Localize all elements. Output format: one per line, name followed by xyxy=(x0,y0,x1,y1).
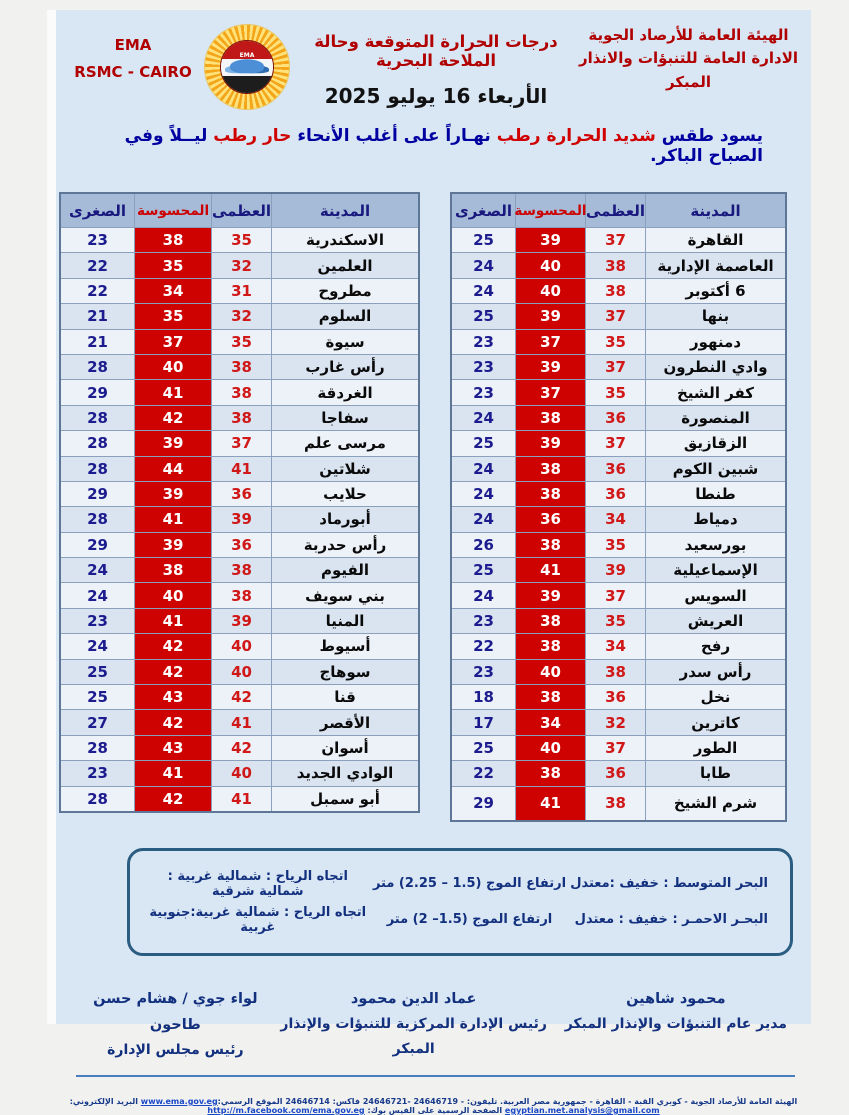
min-cell: 24 xyxy=(452,506,515,531)
max-cell: 36 xyxy=(585,481,645,506)
feels-cell: 34 xyxy=(515,709,585,734)
city-cell: الطور xyxy=(645,735,785,760)
city-cell: رأس سدر xyxy=(645,659,785,684)
max-header: العظمى xyxy=(211,194,271,227)
feels-cell: 38 xyxy=(515,456,585,481)
min-cell: 23 xyxy=(452,379,515,404)
table-row xyxy=(452,430,785,455)
min-cell: 24 xyxy=(61,557,134,582)
max-cell: 38 xyxy=(585,786,645,820)
max-cell: 36 xyxy=(211,481,271,506)
weather-summary xyxy=(56,110,811,166)
table-row xyxy=(452,557,785,582)
min-cell: 23 xyxy=(61,608,134,633)
city-cell: شلاتين xyxy=(271,456,418,481)
max-cell: 39 xyxy=(585,557,645,582)
max-cell: 37 xyxy=(585,354,645,379)
feels-cell: 39 xyxy=(515,303,585,328)
city-cell: القاهرة xyxy=(645,227,785,252)
min-cell: 22 xyxy=(61,278,134,303)
feels-cell: 38 xyxy=(134,557,211,582)
table-body xyxy=(61,227,418,811)
agency-en-line1: EMA xyxy=(114,36,152,54)
signatory-title: مدير عام التنبؤات والإنذار المبكر xyxy=(564,1015,787,1032)
city-cell: العاصمة الإدارية xyxy=(645,252,785,277)
feels-cell: 38 xyxy=(515,633,585,658)
min-cell: 24 xyxy=(61,582,134,607)
max-cell: 37 xyxy=(585,227,645,252)
city-header: المدينة xyxy=(645,194,785,227)
table-row xyxy=(452,659,785,684)
table-row xyxy=(452,303,785,328)
wind-direction-label: اتجاه الرياح : شمالية غربية:جنوبية غربية xyxy=(149,904,367,935)
table-row xyxy=(61,329,418,354)
min-cell: 29 xyxy=(61,379,134,404)
city-cell: الفيوم xyxy=(271,557,418,582)
city-cell: رأس غارب xyxy=(271,354,418,379)
table-row xyxy=(61,405,418,430)
min-cell: 28 xyxy=(61,735,134,760)
min-header: الصغرى xyxy=(68,201,127,220)
text-segment: حار رطب xyxy=(207,126,292,146)
red-sea-row xyxy=(144,905,776,935)
sea-state-label: البحر المتوسط : خفيف :معتدل xyxy=(570,876,768,892)
table-row xyxy=(452,582,785,607)
feels-cell: 38 xyxy=(515,760,585,785)
text-segment: يسود طقس xyxy=(655,126,763,146)
temperature-table-left xyxy=(59,192,420,813)
min-cell: 24 xyxy=(452,582,515,607)
feels-cell: 35 xyxy=(134,303,211,328)
feels-cell: 44 xyxy=(134,456,211,481)
min-cell: 29 xyxy=(61,481,134,506)
city-cell: المنيا xyxy=(271,608,418,633)
table-row xyxy=(61,684,418,709)
max-cell: 34 xyxy=(585,633,645,658)
min-cell: 24 xyxy=(61,633,134,658)
feels-cell: 40 xyxy=(515,735,585,760)
table-row xyxy=(452,735,785,760)
flag-red-band: EMA xyxy=(221,41,273,59)
feels-cell: 41 xyxy=(515,786,585,820)
max-cell: 34 xyxy=(585,506,645,531)
city-cell: الإسماعيلية xyxy=(645,557,785,582)
min-cell: 25 xyxy=(61,684,134,709)
table-row xyxy=(61,278,418,303)
min-cell: 28 xyxy=(61,456,134,481)
agency-en-line2: RSMC - CAIRO xyxy=(74,63,192,81)
text-segment: الصفحة الرسمية على الفيس بوك: xyxy=(364,1105,505,1115)
feels-cell: 39 xyxy=(134,532,211,557)
feels-cell: 39 xyxy=(134,430,211,455)
min-cell: 18 xyxy=(452,684,515,709)
max-cell: 40 xyxy=(211,633,271,658)
feels-cell: 40 xyxy=(515,278,585,303)
max-cell: 40 xyxy=(211,760,271,785)
table-row xyxy=(61,227,418,252)
feels-cell: 38 xyxy=(515,481,585,506)
max-cell: 35 xyxy=(211,227,271,252)
min-cell: 29 xyxy=(61,532,134,557)
max-cell: 37 xyxy=(585,303,645,328)
table-row xyxy=(452,709,785,734)
city-cell: أبو سمبل xyxy=(271,786,418,811)
signature-board-chairman xyxy=(80,986,271,1063)
min-cell: 24 xyxy=(452,456,515,481)
table-row xyxy=(61,786,418,811)
max-cell: 37 xyxy=(585,582,645,607)
max-cell: 32 xyxy=(211,252,271,277)
table-row xyxy=(452,506,785,531)
mediterranean-row xyxy=(144,869,776,899)
city-cell: دمياط xyxy=(645,506,785,531)
table-row xyxy=(452,786,785,820)
max-cell: 38 xyxy=(211,582,271,607)
min-cell: 25 xyxy=(452,557,515,582)
max-cell: 37 xyxy=(585,430,645,455)
text-segment: الهيئة العامة للأرصاد الجوية - كوبري القبة - القاهرة - جمهورية مصر العربية. تليفون: - 24646719 -24646721 فاكس: 24646714 الموقع الرسمي: xyxy=(217,1096,798,1106)
max-header: العظمى xyxy=(585,194,645,227)
feels-cell: 41 xyxy=(134,760,211,785)
city-cell: الغردقة xyxy=(271,379,418,404)
city-cell: وادي النطرون xyxy=(645,354,785,379)
table-row xyxy=(61,481,418,506)
table-row xyxy=(61,582,418,607)
min-cell: 22 xyxy=(61,252,134,277)
footer-link[interactable]: www.ema.gov.eg xyxy=(140,1096,218,1106)
city-cell: 6 أكتوبر xyxy=(645,278,785,303)
min-cell: 22 xyxy=(452,633,515,658)
city-cell: سوهاج xyxy=(271,659,418,684)
divider-line xyxy=(76,1075,795,1077)
feels-cell: 41 xyxy=(134,506,211,531)
city-cell: شرم الشيخ xyxy=(645,786,785,820)
agency-en-block xyxy=(68,24,198,86)
city-cell: الوادي الجديد xyxy=(271,760,418,785)
city-cell: السويس xyxy=(645,582,785,607)
feels-cell: 38 xyxy=(134,227,211,252)
feels-header: المحسوسة xyxy=(515,194,585,227)
table-row xyxy=(61,252,418,277)
max-cell: 36 xyxy=(585,760,645,785)
min-cell: 29 xyxy=(452,786,515,820)
city-cell: بني سويف xyxy=(271,582,418,607)
text-segment: شديد الحرارة رطب xyxy=(490,126,656,146)
city-cell: المنصورة xyxy=(645,405,785,430)
max-cell: 41 xyxy=(211,709,271,734)
max-cell: 31 xyxy=(211,278,271,303)
table-row xyxy=(452,354,785,379)
max-cell: 40 xyxy=(211,659,271,684)
feels-cell: 42 xyxy=(134,633,211,658)
feels-cell: 38 xyxy=(515,532,585,557)
title-block xyxy=(296,24,576,108)
max-cell: 38 xyxy=(211,379,271,404)
min-cell: 25 xyxy=(452,735,515,760)
signature-central-admin-head xyxy=(271,986,557,1063)
signatory-title: رئيس مجلس الإدارة xyxy=(107,1041,244,1058)
min-cell: 23 xyxy=(452,354,515,379)
city-header: المدينة xyxy=(271,194,418,227)
min-header: الصغرى xyxy=(454,201,513,220)
table-row xyxy=(452,456,785,481)
city-cell: مرسى علم xyxy=(271,430,418,455)
city-cell: أسوان xyxy=(271,735,418,760)
table-row xyxy=(61,709,418,734)
city-cell: كاترين xyxy=(645,709,785,734)
footer-link[interactable]: egyptian.met.analysis@gmail.com xyxy=(504,1105,660,1115)
wind-direction-label: اتجاه الرياح : شمالية غربية : شمالية شرقية xyxy=(167,868,348,899)
city-cell: طابا xyxy=(645,760,785,785)
table-row xyxy=(61,354,418,379)
flag-white-band xyxy=(221,59,273,76)
min-cell: 24 xyxy=(452,405,515,430)
table-row xyxy=(61,506,418,531)
max-cell: 35 xyxy=(585,329,645,354)
wave-height-label: ارتفاع الموج (1.5– 2) متر xyxy=(386,912,553,928)
table-row xyxy=(61,608,418,633)
text-segment: البريد الإلكتروني: xyxy=(69,1096,141,1106)
min-cell: 25 xyxy=(452,430,515,455)
table-row xyxy=(61,760,418,785)
max-cell: 32 xyxy=(585,709,645,734)
org-name-block xyxy=(576,24,801,94)
max-cell: 36 xyxy=(211,532,271,557)
max-cell: 32 xyxy=(211,303,271,328)
feels-cell: 36 xyxy=(515,506,585,531)
max-cell: 35 xyxy=(585,532,645,557)
city-cell: سفاجا xyxy=(271,405,418,430)
signatory-name: محمود شاهين xyxy=(626,990,726,1007)
table-row xyxy=(61,303,418,328)
city-cell: شبين الكوم xyxy=(645,456,785,481)
city-cell: حلايب xyxy=(271,481,418,506)
wave-height-label: ارتفاع الموج (1.5 – 2.25) متر xyxy=(372,876,567,892)
table-header-row xyxy=(452,194,785,227)
min-cell: 22 xyxy=(452,760,515,785)
city-cell: بنها xyxy=(645,303,785,328)
signatory-name: لواء جوي / هشام حسن طاحون xyxy=(93,990,258,1033)
min-cell: 25 xyxy=(61,659,134,684)
min-cell: 25 xyxy=(452,303,515,328)
signatory-name: عماد الدين محمود xyxy=(350,990,477,1007)
forecast-date: الأربعاء 16 يوليو 2025 xyxy=(324,84,548,108)
table-row xyxy=(61,557,418,582)
feels-cell: 41 xyxy=(515,557,585,582)
feels-cell: 42 xyxy=(134,405,211,430)
max-cell: 35 xyxy=(585,608,645,633)
city-cell: العلمين xyxy=(271,252,418,277)
table-row xyxy=(452,379,785,404)
min-cell: 28 xyxy=(61,506,134,531)
max-cell: 41 xyxy=(211,786,271,811)
table-row xyxy=(61,430,418,455)
table-row xyxy=(61,633,418,658)
table-row xyxy=(61,735,418,760)
table-row xyxy=(452,227,785,252)
table-row xyxy=(61,379,418,404)
max-cell: 38 xyxy=(585,252,645,277)
table-row xyxy=(452,252,785,277)
city-cell: طنطا xyxy=(645,481,785,506)
min-cell: 28 xyxy=(61,786,134,811)
signatures xyxy=(56,956,811,1063)
min-cell: 28 xyxy=(61,405,134,430)
sea-state-label: البحـر الاحمـر : خفيف : معتدل xyxy=(574,912,768,928)
feels-cell: 43 xyxy=(134,735,211,760)
max-cell: 38 xyxy=(585,659,645,684)
feels-cell: 42 xyxy=(134,709,211,734)
feels-cell: 39 xyxy=(515,430,585,455)
min-cell: 28 xyxy=(61,354,134,379)
signature-forecast-manager xyxy=(557,986,795,1063)
table-row xyxy=(452,329,785,354)
max-cell: 36 xyxy=(585,456,645,481)
min-cell: 17 xyxy=(452,709,515,734)
signatory-title: رئيس الإدارة المركزية للتنبؤات والإنذار المبكر xyxy=(280,1015,547,1057)
table-row xyxy=(452,532,785,557)
table-row xyxy=(61,532,418,557)
feels-cell: 38 xyxy=(515,405,585,430)
table-row xyxy=(452,278,785,303)
city-cell: نخل xyxy=(645,684,785,709)
max-cell: 38 xyxy=(211,354,271,379)
max-cell: 37 xyxy=(211,430,271,455)
org-line1: الهيئة العامة للأرصاد الجوية xyxy=(588,26,789,44)
cloud-icon xyxy=(230,60,264,74)
feels-cell: 42 xyxy=(134,786,211,811)
max-cell: 38 xyxy=(211,557,271,582)
min-cell: 25 xyxy=(452,227,515,252)
max-cell: 35 xyxy=(211,329,271,354)
min-cell: 27 xyxy=(61,709,134,734)
min-cell: 28 xyxy=(61,430,134,455)
min-cell: 23 xyxy=(61,760,134,785)
table-header-row xyxy=(61,194,418,227)
city-cell: قنا xyxy=(271,684,418,709)
temperature-table-right xyxy=(450,192,787,822)
feels-cell: 39 xyxy=(134,481,211,506)
min-cell: 24 xyxy=(452,481,515,506)
feels-cell: 38 xyxy=(515,608,585,633)
min-cell: 23 xyxy=(452,329,515,354)
text-segment: ليــلاً وفي الصباح الباكر. xyxy=(124,126,763,166)
ema-sun-logo-icon xyxy=(204,24,290,110)
max-cell: 37 xyxy=(585,735,645,760)
table-row xyxy=(452,481,785,506)
city-cell: دمنهور xyxy=(645,329,785,354)
max-cell: 38 xyxy=(211,405,271,430)
city-cell: الأقصر xyxy=(271,709,418,734)
header xyxy=(56,10,811,110)
feels-cell: 34 xyxy=(134,278,211,303)
feels-cell: 41 xyxy=(134,608,211,633)
min-cell: 26 xyxy=(452,532,515,557)
city-cell: أسيوط xyxy=(271,633,418,658)
feels-cell: 40 xyxy=(515,659,585,684)
org-line2: الادارة العامة للتنبؤات والانذار المبكر xyxy=(578,49,799,91)
feels-cell: 39 xyxy=(515,354,585,379)
contact-fineprint xyxy=(56,1097,811,1115)
min-cell: 24 xyxy=(452,278,515,303)
text-segment: نهـاراً على أغلب الأنحاء xyxy=(291,126,491,146)
bulletin-page xyxy=(47,10,811,1115)
city-cell: الاسكندرية xyxy=(271,227,418,252)
city-cell: مطروح xyxy=(271,278,418,303)
city-cell: بورسعيد xyxy=(645,532,785,557)
min-cell: 21 xyxy=(61,329,134,354)
min-cell: 21 xyxy=(61,303,134,328)
feels-cell: 38 xyxy=(515,684,585,709)
max-cell: 42 xyxy=(211,684,271,709)
table-row xyxy=(61,659,418,684)
min-cell: 23 xyxy=(61,227,134,252)
feels-cell: 42 xyxy=(134,659,211,684)
feels-cell: 37 xyxy=(515,329,585,354)
feels-cell: 37 xyxy=(515,379,585,404)
min-cell: 23 xyxy=(452,608,515,633)
max-cell: 38 xyxy=(585,278,645,303)
table-row xyxy=(452,633,785,658)
feels-cell: 35 xyxy=(134,252,211,277)
document-title: درجات الحرارة المتوقعة وحالة الملاحة البحرية xyxy=(314,32,558,70)
feels-cell: 40 xyxy=(134,354,211,379)
city-cell: رأس حدربة xyxy=(271,532,418,557)
max-cell: 35 xyxy=(585,379,645,404)
max-cell: 39 xyxy=(211,506,271,531)
city-cell: العريش xyxy=(645,608,785,633)
max-cell: 39 xyxy=(211,608,271,633)
feels-cell: 37 xyxy=(134,329,211,354)
table-row xyxy=(452,608,785,633)
feels-cell: 41 xyxy=(134,379,211,404)
table-row xyxy=(452,405,785,430)
city-cell: كفر الشيخ xyxy=(645,379,785,404)
marine-conditions-box xyxy=(127,848,793,956)
table-row xyxy=(61,456,418,481)
city-cell: رفح xyxy=(645,633,785,658)
city-cell: سيوة xyxy=(271,329,418,354)
city-cell: السلوم xyxy=(271,303,418,328)
flag-globe-icon xyxy=(220,40,274,94)
max-cell: 41 xyxy=(211,456,271,481)
city-cell: الزقازيق xyxy=(645,430,785,455)
table-body xyxy=(452,227,785,820)
feels-cell: 40 xyxy=(134,582,211,607)
min-cell: 24 xyxy=(452,252,515,277)
feels-header: المحسوسة xyxy=(134,194,211,227)
tables-area xyxy=(56,166,811,822)
feels-cell: 39 xyxy=(515,582,585,607)
table-row xyxy=(452,684,785,709)
feels-cell: 39 xyxy=(515,227,585,252)
min-cell: 23 xyxy=(452,659,515,684)
feels-cell: 40 xyxy=(515,252,585,277)
table-row xyxy=(452,760,785,785)
city-cell: أبورماد xyxy=(271,506,418,531)
max-cell: 42 xyxy=(211,735,271,760)
feels-cell: 43 xyxy=(134,684,211,709)
max-cell: 36 xyxy=(585,405,645,430)
max-cell: 36 xyxy=(585,684,645,709)
footer-link[interactable]: http://m.facebook.com/ema.gov.eg xyxy=(207,1105,365,1115)
